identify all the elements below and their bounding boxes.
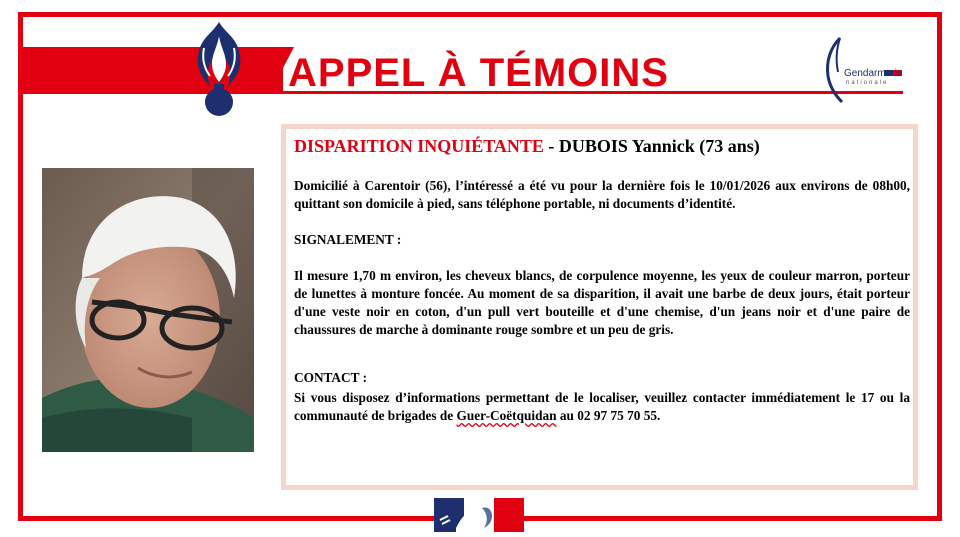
notice-heading bbox=[294, 135, 910, 157]
gendarmerie-sub-label: nationale bbox=[846, 80, 889, 86]
contact-label: CONTACT : bbox=[294, 370, 368, 385]
notice-heading-name: - DUBOIS Yannick (73 ans) bbox=[543, 136, 760, 156]
signalement-label: SIGNALEMENT : bbox=[294, 232, 402, 247]
notice-content bbox=[294, 135, 910, 425]
missing-person-photo bbox=[42, 168, 254, 452]
page-title: APPEL À TÉMOINS bbox=[288, 51, 669, 95]
contact-text-before: Si vous disposez d’informations permettant de le localiser, veuillez contacter immédiatement le 17 ou la communauté de brigades de bbox=[294, 390, 910, 423]
notice-intro: Domicilié à Carentoir (56), l’intéressé a été vu pour la dernière fois le 10/01/2026 aux environs de 08h00, quittant son domicile à pied, sans téléphone portable, ni documents d’identité. bbox=[294, 178, 910, 211]
gendarmerie-label: Gendarmerie bbox=[844, 68, 903, 79]
notice-panel bbox=[281, 124, 918, 490]
notice-heading-alert: DISPARITION INQUIÉTANTE bbox=[294, 136, 544, 156]
gendarmerie-flame-icon bbox=[190, 18, 248, 118]
contact-place: Guer-Coëtquidan bbox=[456, 408, 557, 423]
contact-text-after: au 02 97 75 70 55. bbox=[556, 408, 661, 423]
marianne-logo-icon bbox=[434, 498, 524, 532]
signalement-text: Il mesure 1,70 m environ, les cheveux blancs, de corpulence moyenne, les yeux de couleur marron, porteur de lunettes à monture foncée. Au moment de sa disparition, il avait une barbe de deux jours, était porteur d'une veste noir en coton, d'un pull vert bouteille et d'une chemise, d'un jeans noir et d'une paire de chaussures de marche à dominante rouge sombre et un peu de gris. bbox=[294, 268, 910, 337]
contact-text bbox=[294, 389, 910, 425]
